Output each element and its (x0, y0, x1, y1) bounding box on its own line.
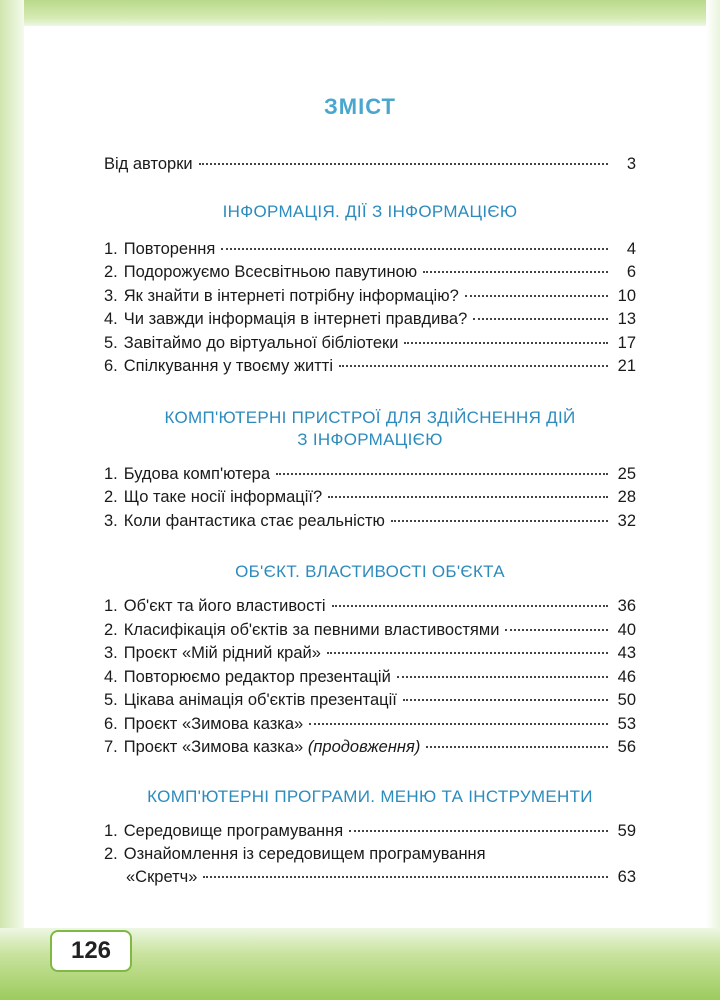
leader-dots (339, 364, 608, 367)
toc-page-number: 3 (626, 155, 636, 173)
toc-intro-row[interactable] (104, 155, 636, 179)
leader-dots (404, 341, 608, 344)
toc-entry[interactable] (104, 263, 636, 287)
toc-entry-text: Чи завжди інформація в інтернеті правдива? (123, 310, 468, 328)
toc-entry[interactable] (104, 287, 636, 311)
page-number-badge: 126 (50, 930, 132, 972)
leader-dots (349, 829, 608, 832)
leader-dots (328, 495, 608, 498)
leader-dots (276, 472, 608, 475)
toc-entry[interactable] (104, 691, 636, 715)
toc-page-number: 63 (617, 868, 636, 886)
toc-page-number: 4 (626, 239, 636, 258)
toc-page-number: 10 (617, 286, 636, 305)
toc-entry-text: Об'єкт та його властивості (123, 597, 326, 615)
toc-entry[interactable] (104, 597, 636, 621)
toc-page-number: 28 (617, 488, 636, 506)
section-title-information: ІНФОРМАЦІЯ. ДІЇ З ІНФОРМАЦІЄЮ (222, 201, 518, 221)
toc-entry-text: Ознайомлення із середовищем програмування (123, 845, 486, 863)
toc-entry-text: Що таке носії інформації? (123, 488, 323, 506)
toc-entry-number: 3. (104, 511, 118, 530)
toc-page-number: 53 (617, 714, 636, 733)
leader-dots (403, 698, 608, 701)
toc-page-number: 50 (617, 691, 636, 709)
leader-dots (203, 875, 608, 878)
toc-page-number: 25 (617, 464, 636, 483)
toc-entry[interactable] (104, 465, 636, 489)
page-title: ЗМІСТ (324, 94, 396, 119)
toc-entry-number: 5. (104, 691, 118, 709)
leader-dots (199, 162, 608, 165)
toc-entry[interactable] (104, 334, 636, 358)
toc-entry-main-text: Проєкт «Зимова казка» (123, 738, 304, 756)
section-title-devices-line1: КОМП'ЮТЕРНІ ПРИСТРОЇ ДЛЯ ЗДІЙСНЕННЯ ДІЙ (164, 407, 576, 427)
toc-entry-number: 1. (104, 464, 118, 483)
toc-entry-text: Проєкт «Мій рідний край» (123, 644, 321, 662)
leader-dots (473, 317, 608, 320)
toc-page-number: 40 (617, 620, 636, 639)
toc-page-number: 13 (617, 310, 636, 328)
toc-entry-number: 2. (104, 488, 118, 506)
leader-dots (309, 722, 608, 725)
toc-entry-text: Коли фантастика стає реальністю (123, 511, 385, 530)
table-of-contents (104, 155, 636, 892)
toc-entry-number: 7. (104, 738, 118, 756)
toc-page-number: 17 (617, 333, 636, 352)
left-decor-edge (0, 0, 24, 1000)
section-title-devices-line2: З ІНФОРМАЦІЄЮ (297, 429, 443, 449)
toc-entry-number: 2. (104, 845, 118, 863)
toc-entry-italic-note: (продовження) (307, 738, 421, 756)
toc-entry[interactable] (104, 621, 636, 645)
toc-entry-text: Подорожуємо Всесвітньою павутиною (123, 263, 418, 281)
toc-entry-text: Повторюємо редактор презентацій (123, 667, 391, 686)
leader-dots (391, 519, 608, 522)
toc-page-number: 6 (626, 263, 636, 281)
right-decor-edge (706, 0, 720, 1000)
toc-entry-number: 3. (104, 286, 118, 305)
toc-entry-text: Як знайти в інтернеті потрібну інформацію? (123, 286, 459, 305)
section-title-objects: ОБ'ЄКТ. ВЛАСТИВОСТІ ОБ'ЄКТА (235, 562, 505, 581)
toc-entry[interactable] (104, 512, 636, 536)
toc-page-number: 36 (617, 597, 636, 615)
leader-dots (327, 651, 608, 654)
leader-dots (505, 628, 608, 631)
section-title-programs: КОМП'ЮТЕРНІ ПРОГРАМИ. МЕНЮ ТА ІНСТРУМЕНТИ (147, 786, 593, 806)
toc-entry-number: 4. (104, 667, 118, 686)
leader-dots (423, 270, 608, 273)
toc-entry-text: Спілкування у твоєму житті (123, 357, 334, 375)
toc-entry-text: Від авторки (104, 155, 193, 173)
toc-entry-text (124, 738, 421, 757)
top-decor-band (0, 0, 720, 26)
toc-entry-text: Завітаймо до віртуальної бібліотеки (123, 333, 399, 352)
toc-page-number: 21 (617, 357, 636, 375)
toc-entry-number: 3. (104, 644, 118, 662)
toc-entry[interactable] (104, 357, 636, 381)
toc-entry-text: Будова комп'ютера (123, 464, 271, 483)
toc-entry-number: 1. (104, 597, 118, 615)
toc-entry[interactable] (104, 310, 636, 334)
toc-page-number: 46 (617, 667, 636, 686)
leader-dots (221, 247, 608, 250)
toc-entry-number: 5. (104, 333, 118, 352)
toc-entry-continuation[interactable] (104, 868, 636, 892)
toc-page-number: 43 (617, 644, 636, 662)
leader-dots (332, 604, 608, 607)
toc-entry-text: Середовище програмування (123, 821, 344, 840)
leader-dots (397, 675, 608, 678)
toc-entry-text: Цікава анімація об'єктів презентації (123, 691, 397, 709)
toc-entry-number: 6. (104, 357, 118, 375)
toc-entry-text: Класифікація об'єктів за певними властивостями (123, 620, 500, 639)
toc-entry-number: 2. (104, 620, 118, 639)
toc-page-number: 56 (617, 738, 636, 756)
toc-entry[interactable] (104, 668, 636, 692)
toc-entry-number: 1. (104, 239, 118, 258)
toc-entry[interactable] (104, 644, 636, 668)
toc-entry-number: 6. (104, 714, 118, 733)
toc-entry-number: 4. (104, 310, 118, 328)
toc-entry[interactable] (104, 822, 636, 846)
toc-entry-text: Проєкт «Зимова казка» (123, 714, 304, 733)
leader-dots (426, 745, 608, 748)
toc-entry[interactable] (104, 738, 636, 762)
toc-entry-number: 1. (104, 821, 118, 840)
toc-page-number: 32 (617, 511, 636, 530)
toc-entry-text: «Скретч» (126, 868, 198, 886)
toc-entry[interactable] (104, 845, 636, 868)
toc-entry-number: 2. (104, 263, 118, 281)
toc-entry[interactable] (104, 240, 636, 264)
leader-dots (465, 294, 608, 297)
toc-entry[interactable] (104, 488, 636, 512)
toc-entry-text: Повторення (123, 239, 216, 258)
toc-page-number: 59 (617, 821, 636, 840)
toc-entry[interactable] (104, 715, 636, 739)
